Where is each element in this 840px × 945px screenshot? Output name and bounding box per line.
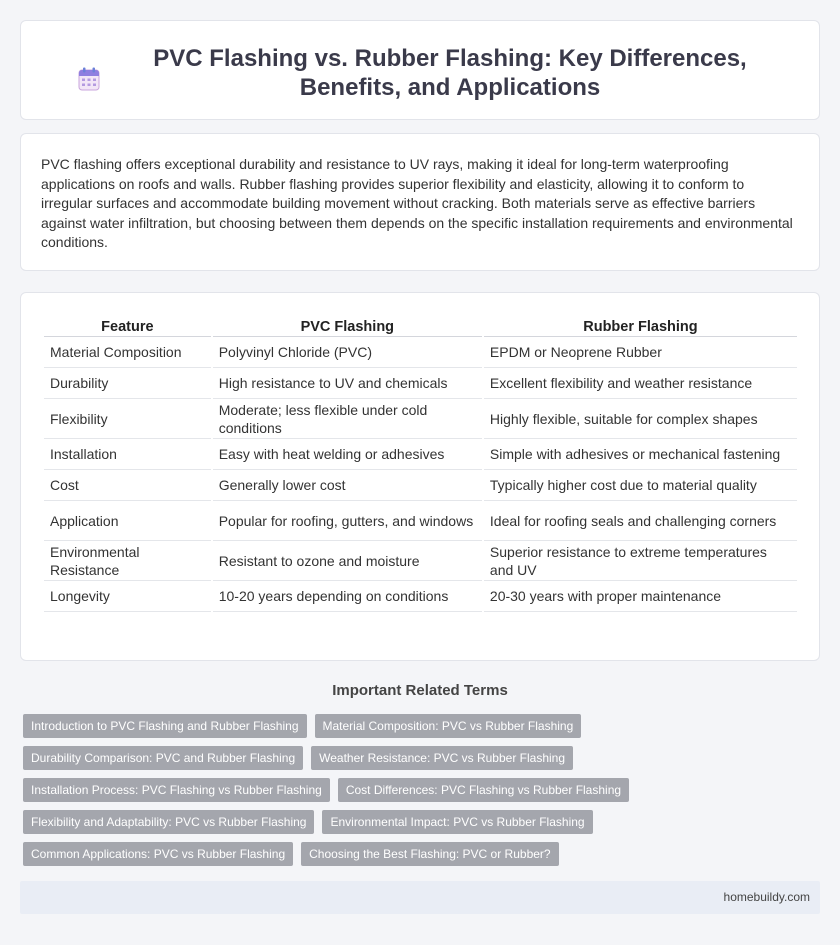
table-cell: High resistance to UV and chemicals	[213, 368, 482, 399]
related-term-tag[interactable]: Installation Process: PVC Flashing vs Rubber Flashing	[23, 778, 330, 802]
table-cell: Resistant to ozone and moisture	[213, 541, 482, 581]
intro-paragraph: PVC flashing offers exceptional durability and resistance to UV rays, making it ideal for long-term waterproofing applications on roofs and walls. Rubber flashing provides superior flexibility and elasticity, allowing it to conform to irregular surfaces and accommodate building movement without cracking. Both materials serve as effective barriers against water infiltration, but choosing between them depends on the specific installation requirements and environmental conditions.	[41, 156, 793, 251]
table-row	[44, 501, 797, 541]
table-cell: EPDM or Neoprene Rubber	[484, 337, 797, 368]
table-cell: Environmental Resistance	[44, 541, 211, 581]
table-cell: Excellent flexibility and weather resistance	[484, 368, 797, 399]
table-header-row	[44, 315, 797, 337]
table-cell: Superior resistance to extreme temperatures and UV	[484, 541, 797, 581]
intro-card	[20, 133, 820, 271]
related-term-tag[interactable]: Introduction to PVC Flashing and Rubber Flashing	[23, 714, 307, 738]
table-cell: 10-20 years depending on conditions	[213, 581, 482, 612]
column-header: PVC Flashing	[213, 315, 482, 337]
table-cell: Longevity	[44, 581, 211, 612]
table-row	[44, 439, 797, 470]
table-cell: Installation	[44, 439, 211, 470]
table-row	[44, 368, 797, 399]
table-row	[44, 581, 797, 612]
comparison-table	[42, 315, 799, 612]
related-term-tag[interactable]: Choosing the Best Flashing: PVC or Rubber?	[301, 842, 558, 866]
calendar-icon	[78, 67, 100, 91]
table-cell: Typically higher cost due to material quality	[484, 470, 797, 501]
related-term-tag[interactable]: Common Applications: PVC vs Rubber Flashing	[23, 842, 293, 866]
table-row	[44, 541, 797, 581]
related-term-tag[interactable]: Flexibility and Adaptability: PVC vs Rubber Flashing	[23, 810, 314, 834]
table-row	[44, 399, 797, 439]
title-card	[20, 20, 820, 120]
table-cell: Simple with adhesives or mechanical fastening	[484, 439, 797, 470]
table-row	[44, 470, 797, 501]
related-term-tag[interactable]: Durability Comparison: PVC and Rubber Flashing	[23, 746, 303, 770]
table-cell: Ideal for roofing seals and challenging corners	[484, 501, 797, 541]
related-term-tag[interactable]: Cost Differences: PVC Flashing vs Rubber Flashing	[338, 778, 629, 802]
table-cell: Cost	[44, 470, 211, 501]
table-cell: Highly flexible, suitable for complex shapes	[484, 399, 797, 439]
table-cell: Popular for roofing, gutters, and windows	[213, 501, 482, 541]
footer	[20, 881, 820, 914]
table-cell: 20-30 years with proper maintenance	[484, 581, 797, 612]
table-cell: Moderate; less flexible under cold conditions	[213, 399, 482, 439]
column-header: Rubber Flashing	[484, 315, 797, 337]
site-name[interactable]: homebuildy.com	[723, 890, 810, 904]
page-title: PVC Flashing vs. Rubber Flashing: Key Differences, Benefits, and Applications	[153, 45, 747, 101]
comparison-card	[20, 292, 820, 661]
related-terms-heading: Important Related Terms	[332, 682, 508, 699]
table-cell: Durability	[44, 368, 211, 399]
table-cell: Easy with heat welding or adhesives	[213, 439, 482, 470]
related-term-tag[interactable]: Weather Resistance: PVC vs Rubber Flashing	[311, 746, 573, 770]
table-cell: Application	[44, 501, 211, 541]
related-terms-list	[23, 714, 823, 874]
table-cell: Polyvinyl Chloride (PVC)	[213, 337, 482, 368]
table-cell: Generally lower cost	[213, 470, 482, 501]
related-term-tag[interactable]: Environmental Impact: PVC vs Rubber Flashing	[322, 810, 592, 834]
table-cell: Material Composition	[44, 337, 211, 368]
related-term-tag[interactable]: Material Composition: PVC vs Rubber Flashing	[315, 714, 582, 738]
table-cell: Flexibility	[44, 399, 211, 439]
table-row	[44, 337, 797, 368]
column-header: Feature	[44, 315, 211, 337]
